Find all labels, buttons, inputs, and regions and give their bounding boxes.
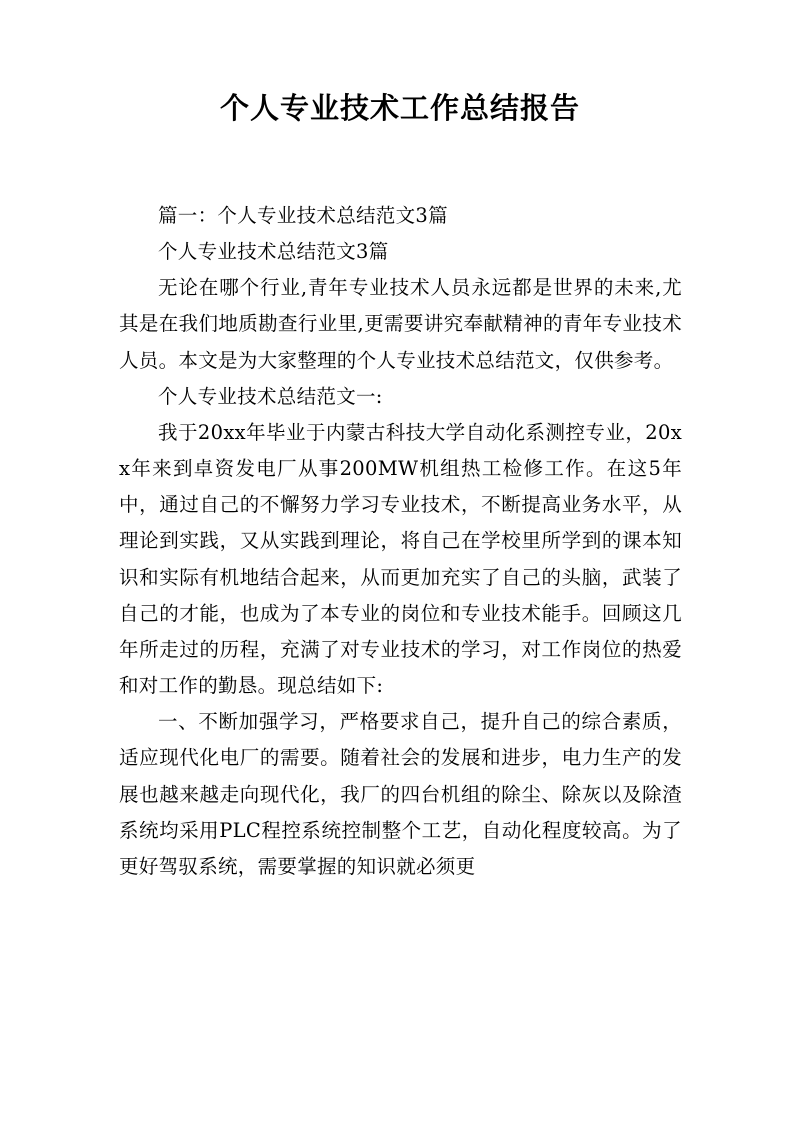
paragraph-example-heading: 个人专业技术总结范文一:	[158, 384, 383, 408]
document-title: 个人专业技术工作总结报告	[219, 91, 580, 125]
paragraph-background: 我于20xx年毕业于内蒙古科技大学自动化系测控专业，20xx年来到卓资发电厂从事200MW机组热工检修工作。在这5年中，通过自己的不懈努力学习专业技术，不断提高业务水平，从理论到实践，又从实践到理论，将自己在学校里所学到的课本知识和实际有机地结合起来，从而更加充实了自己的头脑，武装了自己的才能，也成为了本专业的岗位和专业技术能手。回顾这几年所走过的历程，充满了对专业技术的学习，对工作岗位的热爱和对工作的勤恳。现总结如下:	[119, 420, 682, 698]
paragraph-subtitle: 个人专业技术总结范文3篇	[158, 240, 389, 264]
paragraph-point-one: 一、不断加强学习，严格要求自己，提升自己的综合素质，适应现代化电厂的需要。随着社会的发展和进步，电力生产的发展也越来越走向现代化，我厂的四台机组的除尘、除灰以及除渣系统均采用PLC程控系统控制整个工艺，自动化程度较高。为了更好驾驭系统，需要掌握的知识就必须更	[119, 710, 682, 878]
paragraph-section-heading: 篇一：个人专业技术总结范文3篇	[158, 204, 448, 227]
document-body	[119, 198, 682, 885]
paragraph-intro: 无论在哪个行业,青年专业技术人员永远都是世界的未来,尤其是在我们地质勘查行业里,更需要讲究奉献精神的青年专业技术人员。本文是为大家整理的个人专业技术总结范文，仅供参考。	[119, 276, 682, 372]
